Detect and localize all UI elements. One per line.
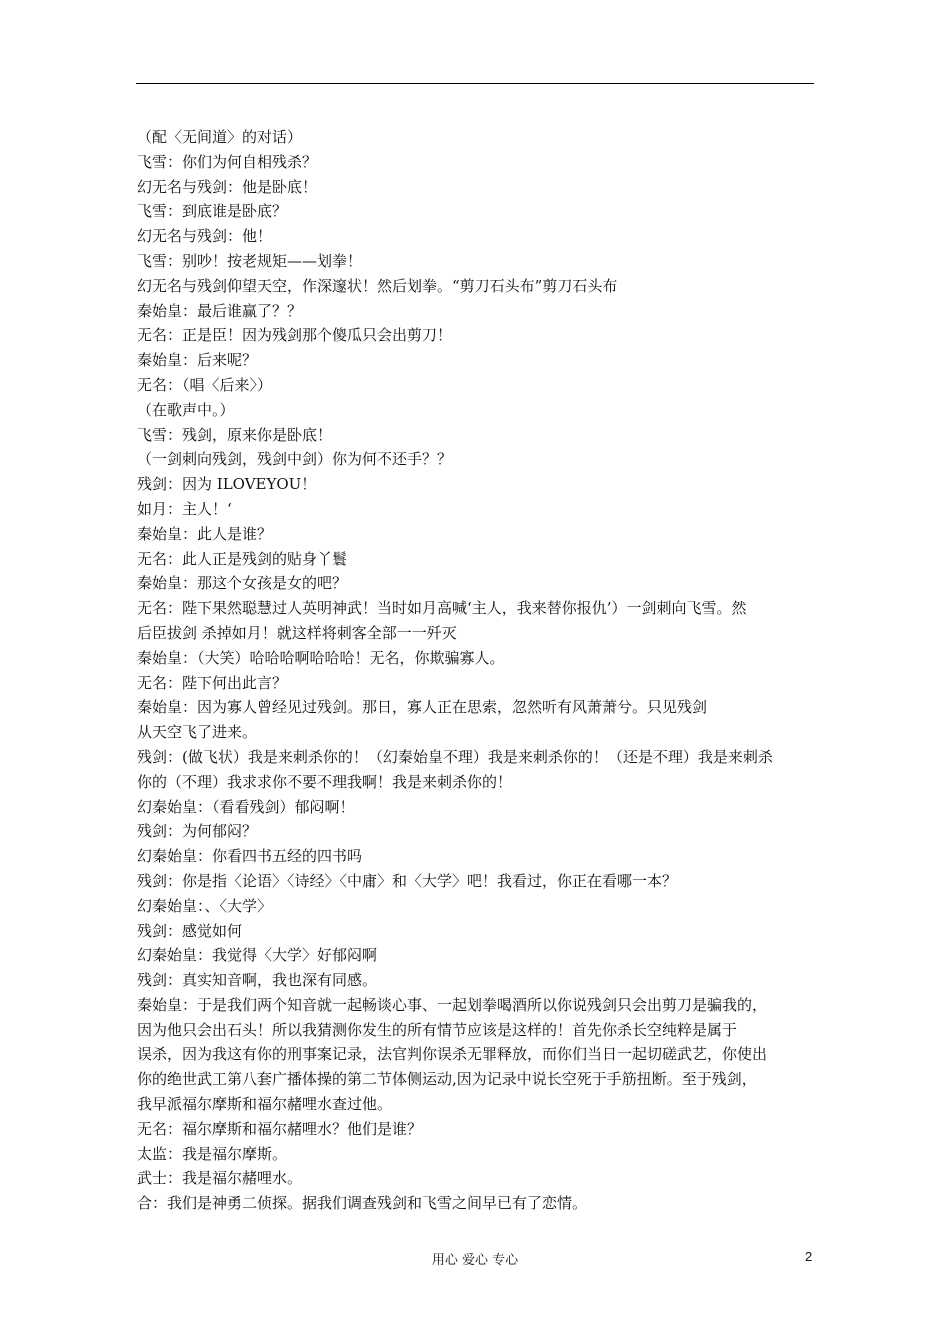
text-line: 飞雪：你们为何自相残杀？ xyxy=(137,152,318,171)
text-line: 残剑：真实知音啊，我也深有同感。 xyxy=(137,971,378,990)
text-line: 秦始皇：后来呢？ xyxy=(137,351,258,370)
text-line: 幻秦始皇：我觉得〈大学〉好郁闷啊 xyxy=(137,946,378,965)
text-line: （配〈无间道〉的对话） xyxy=(137,128,303,146)
text-line: 飞雪：到底谁是卧底？ xyxy=(137,202,288,221)
text-line: 从天空飞了进来。 xyxy=(137,723,258,742)
text-line: 如月：主人！‘ xyxy=(137,499,232,518)
text-line: 飞雪：别吵！按老规矩——划拳！ xyxy=(137,251,363,270)
text-line: 残剑：因为 ILOVEYOU！ xyxy=(137,475,317,494)
text-line: 无名：（唱〈后来〉） xyxy=(137,375,273,394)
text-line: （一剑刺向残剑，残剑中剑）你为何不还手？？ xyxy=(137,450,453,469)
text-line: （在歌声中。） xyxy=(137,400,235,419)
text-line: 秦始皇：于是我们两个知音就一起畅谈心事、一起划拳喝酒所以你说残剑只会出剪刀是骗我的， xyxy=(137,995,768,1014)
text-line: 秦始皇：（大笑）哈哈哈啊哈哈哈！无名，你欺骗寡人。 xyxy=(137,648,505,667)
text-line: 秦始皇：最后谁赢了？？ xyxy=(137,301,303,320)
text-line: 幻秦始皇：、〈大学〉 xyxy=(137,896,273,915)
page-number: 2 xyxy=(805,1249,813,1264)
text-line: 你的（不理）我求求你不要不理我啊！我是来刺杀你的！ xyxy=(137,772,513,791)
header-rule xyxy=(136,83,814,84)
text-line: 幻无名与残剑：他是卧底！ xyxy=(137,177,318,196)
text-line: 秦始皇：此人是谁？ xyxy=(137,524,273,543)
text-line: 你的绝世武工第八套广播体操的第二节体侧运动,因为记录中说长空死于手筋扭断。至于残剑， xyxy=(137,1070,757,1089)
text-line: 飞雪：残剑，原来你是卧底！ xyxy=(137,425,333,444)
document-body xyxy=(137,125,817,1216)
text-line: 无名：陛下果然聪慧过人英明神武！当时如月高喊‘主人，我来替你报仇’）一剑刺向飞雪。然 xyxy=(137,599,747,618)
text-line: 残剑：(做飞状）我是来刺杀你的！（幻秦始皇不理）我是来刺杀你的！（还是不理）我是来刺杀 xyxy=(137,747,773,766)
text-line: 秦始皇：那这个女孩是女的吧？ xyxy=(137,574,348,593)
text-line: 后臣拔剑 杀掉如月！就这样将刺客全部一一歼灭 xyxy=(137,623,457,642)
text-line: 误杀，因为我这有你的刑事案记录，法官判你误杀无罪释放，而你们当日一起切磋武艺，你使出 xyxy=(137,1045,768,1064)
text-line: 太监：我是福尔摩斯。 xyxy=(137,1144,288,1163)
text-line: 残剑：为何郁闷？ xyxy=(137,822,258,841)
text-line: 残剑：感觉如何 xyxy=(137,921,243,940)
text-line: 幻秦始皇：你看四书五经的四书吗 xyxy=(137,847,363,866)
text-line: 无名：正是臣！因为残剑那个傻瓜只会出剪刀！ xyxy=(137,326,453,345)
text-line: 幻秦始皇：（看看残剑）郁闷啊！ xyxy=(137,797,355,816)
text-line: 无名：此人正是残剑的贴身丫鬟 xyxy=(137,549,348,568)
text-line: 无名：福尔摩斯和福尔赭哩水？他们是谁？ xyxy=(137,1119,423,1138)
text-line: 幻无名与残剑仰望天空，作深邃状！然后划拳。“剪刀石头布”剪刀石头布 xyxy=(137,276,618,295)
text-line: 因为他只会出石头！所以我猜测你发生的所有情节应该是这样的！首先你杀长空纯粹是属于 xyxy=(137,1020,738,1039)
text-line: 幻无名与残剑：他！ xyxy=(137,227,273,246)
text-line: 秦始皇：因为寡人曾经见过残剑。那日，寡人正在思索，忽然听有风萧萧兮。只见残剑 xyxy=(137,698,708,717)
text-line: 我早派福尔摩斯和福尔赭哩水查过他。 xyxy=(137,1095,393,1114)
text-line: 武士：我是福尔赭哩水。 xyxy=(137,1169,303,1188)
text-line: 合：我们是神勇二侦探。据我们调查残剑和飞雪之间早已有了恋情。 xyxy=(137,1194,588,1213)
text-line: 无名：陛下何出此言？ xyxy=(137,673,288,692)
footer-text: 用心 爱心 专心 xyxy=(431,1253,519,1268)
text-line: 残剑：你是指〈论语〉〈诗经〉〈中庸〉和〈大学〉吧！我看过，你正在看哪一本？ xyxy=(137,871,678,890)
